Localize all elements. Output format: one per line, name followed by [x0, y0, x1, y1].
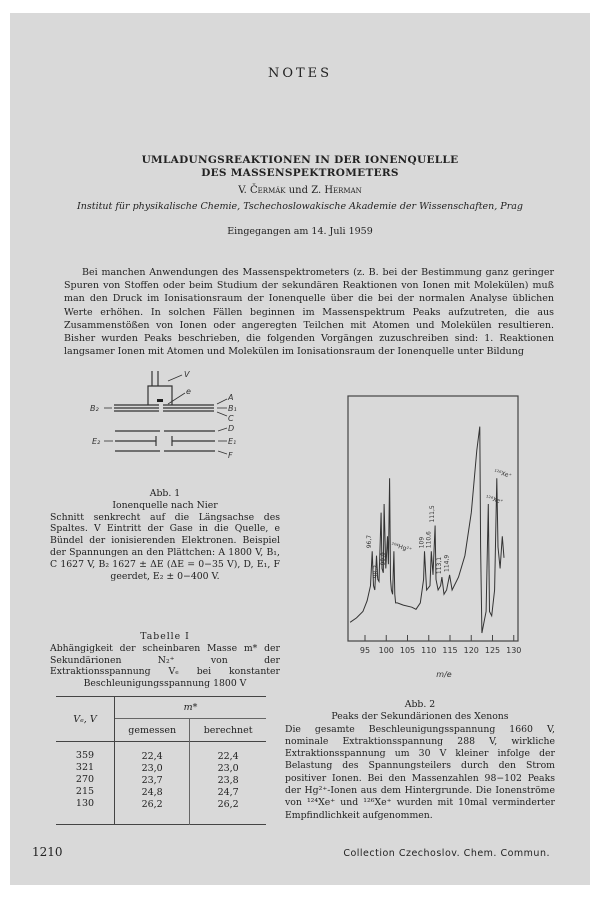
body-text	[64, 266, 554, 358]
x-tick-label: 95	[359, 646, 371, 655]
journal-name: Collection Czechoslov. Chem. Commun.	[343, 848, 550, 859]
page-number: 1210	[32, 845, 63, 859]
table1-number: Tabelle I	[140, 631, 190, 642]
cell-measured: 24,8	[115, 786, 190, 798]
ion-source-diagram	[60, 369, 280, 484]
header-calculated: berechnet	[203, 724, 253, 736]
x-tick-label: 130	[506, 646, 522, 655]
label-a: A	[228, 393, 234, 402]
cell-ve: 359	[56, 750, 115, 762]
section-header: NOTES	[267, 66, 333, 81]
table-row	[56, 750, 266, 762]
peak-label: ²⁰⁴Hg²⁺	[390, 541, 413, 554]
cell-calculated: 26,2	[217, 798, 239, 810]
header-m: m*	[115, 697, 267, 719]
figure1-title: Ionenquelle nach Nier	[112, 499, 218, 511]
label-v: V	[184, 370, 190, 379]
table1	[56, 696, 266, 825]
table1-caption	[50, 631, 280, 690]
table-row	[56, 774, 266, 786]
authors	[10, 185, 590, 196]
table-row	[56, 786, 266, 798]
peak-label: 113,1	[435, 556, 443, 575]
label-e1: E₁	[228, 437, 237, 446]
cell-measured: 26,2	[115, 798, 190, 810]
peak-label: 111,5	[429, 505, 437, 523]
label-b2: B₂	[90, 404, 99, 413]
figure1-caption-text: Schnitt senkrecht auf die Längsachse des Spaltes. V Eintritt der Gase in die Quelle, e Bündel der ionisierenden Elektronen. Beispiel der Spannungen an den Plättchen: A 1800 V, B₁, C 1627 V, B₂ 1627 ± ΔE (ΔE = 0−35 V), D, E₁, F geerdet, E₂ ± 0−400 V.	[50, 511, 280, 582]
cell-calculated: 22,4	[217, 750, 239, 762]
spectrum-trace	[350, 427, 504, 633]
peak-label: ¹²⁴Xe⁺	[484, 494, 504, 506]
table-row	[56, 798, 266, 810]
cell-measured: 22,4	[115, 750, 190, 762]
mass-spectrum-chart	[332, 391, 542, 681]
peak-label: 99,9	[379, 552, 387, 566]
table1-caption-text: Abhängigkeit der scheinbaren Masse m* der Sekundärionen N₂⁺ von der Extraktionsspannung Vₑ bei konstanter Beschleunigungsspannung 1800 V	[50, 642, 280, 690]
institute: Institut für physikalische Chemie, Tschechoslowakische Akademie der Wissenschaften, Prag	[77, 201, 523, 212]
figure2-caption	[285, 699, 555, 822]
label-d: D	[228, 424, 235, 433]
paper-page	[10, 13, 590, 885]
leader-e	[168, 393, 185, 404]
header-measured: gemessen	[115, 719, 190, 742]
cell-measured: 23,0	[115, 762, 190, 774]
cell-ve: 215	[56, 786, 115, 798]
peak-label: 109	[418, 536, 426, 549]
peak-label: 114,9	[443, 554, 451, 572]
label-e2: E₂	[92, 437, 101, 446]
article-title-line1: UMLADUNGSREAKTIONEN IN DER IONENQUELLE	[141, 154, 459, 166]
peak-label: 110,6	[425, 531, 433, 549]
cell-calculated: 23,0	[217, 762, 239, 774]
cell-measured: 23,7	[115, 774, 190, 786]
figure2-number: Abb. 2	[404, 699, 436, 710]
author-1: V. Čermák	[238, 185, 286, 196]
cell-calculated: 23,8	[217, 774, 239, 786]
peak-label: ¹²⁶Xe⁺	[493, 468, 513, 480]
label-b1: B₁	[228, 404, 237, 413]
label-c: C	[228, 414, 234, 423]
article-title	[10, 154, 590, 180]
figure2-caption-text: Die gesamte Beschleunigungsspannung 1660 V, nominale Extraktionsspannung 288 V, wirkliche Extraktionsspannung um 30 V kleiner infolge der Belastung des Spannungsteilers durch den Strom positiver Ionen. Bei den Massenzahlen 98−102 Peaks der Hg²⁺-Ionen aus dem Hintergrunde. Die Ionenströme von ¹²⁴Xe⁺ und ¹²⁶Xe⁺ wurden mit 10mal verminderter Empfindlichkeit aufgenommen.	[285, 723, 555, 821]
cell-ve: 321	[56, 762, 115, 774]
figure2-title: Peaks der Sekundärionen des Xenons	[331, 711, 509, 723]
cell-ve: 270	[56, 774, 115, 786]
label-f: F	[228, 451, 233, 460]
x-tick-label: 125	[484, 646, 501, 655]
figure1-caption	[50, 488, 280, 582]
x-tick-label: 100	[378, 646, 394, 655]
author-2: Z. Herman	[311, 185, 362, 196]
header-ve: Vₑ, V	[56, 697, 115, 742]
peak-label: 98,2	[372, 565, 380, 579]
cell-ve: 130	[56, 798, 115, 810]
electron-beam	[157, 399, 163, 402]
peak-label: 96,7	[366, 534, 374, 549]
received-date: Eingegangen am 14. Juli 1959	[227, 226, 373, 237]
figure1-number: Abb. 1	[149, 488, 181, 499]
x-tick-label: 115	[442, 646, 458, 655]
x-axis-label: m/e	[436, 670, 452, 679]
body-paragraph: Bei manchen Anwendungen des Massenspektrometers (z. B. bei der Bestimmung ganz geringer Spuren von Stoffen oder beim Studium der sekundären Reaktionen von Ionen mit Molekülen) muß man den Druck im Ionisationsraum der Ionenquelle über die bei der normalen Analyse üblichen Werte erhöhen. In solchen Fällen beginnen im Massenspektrum Peaks aufzutreten, die aus Zusammenstößen von Ionen oder angeregten Teilchen mit Atomen und Molekülen resultieren. Bisher wurden Peaks beschrieben, die folgenden Vorgängen zuzuschreiben sind: 1. Reaktionen langsamer Ionen mit Atomen und Molekülen im Ionisationsraum der Ionenquelle unter Bildung	[64, 267, 554, 358]
leader-v	[168, 375, 182, 381]
label-e: e	[186, 387, 191, 396]
table-row	[56, 762, 266, 774]
x-tick-label: 110	[421, 646, 437, 655]
x-tick-label: 120	[463, 646, 479, 655]
cell-calculated: 24,7	[217, 786, 239, 798]
x-tick-label: 105	[399, 646, 416, 655]
ionization-chamber	[148, 386, 172, 405]
authors-and: und	[288, 185, 309, 196]
article-title-line2: DES MASSENSPEKTROMETERS	[201, 167, 399, 179]
